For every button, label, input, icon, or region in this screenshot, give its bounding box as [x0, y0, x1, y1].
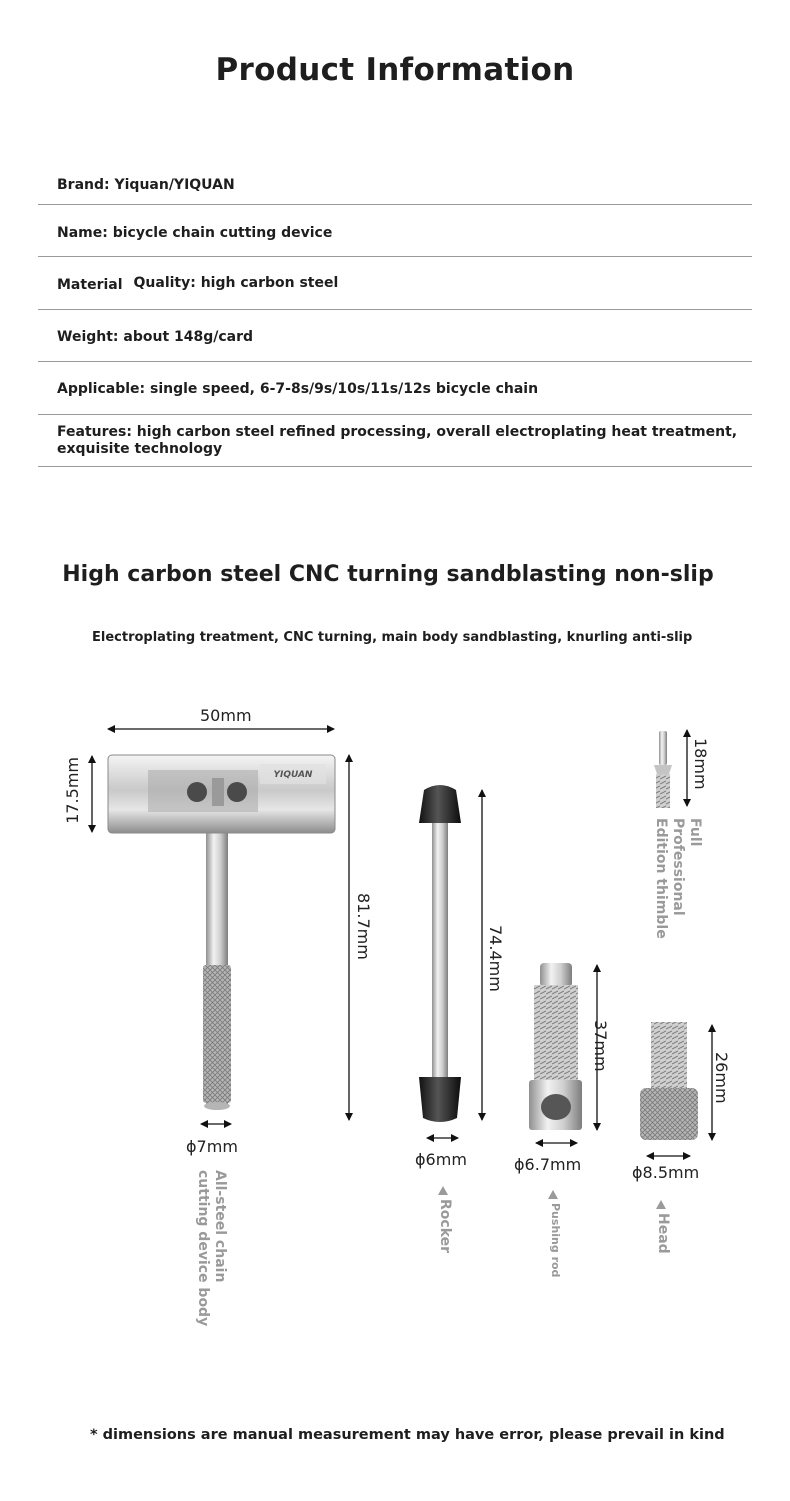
label-thimble: Full Professional Edition thimble — [653, 818, 703, 939]
spec-brand: Brand: Yiquan/YIQUAN — [57, 177, 235, 193]
pushing-rod-tip — [540, 963, 572, 987]
spec-row-weight — [38, 310, 752, 362]
spec-material-label: Material — [57, 277, 123, 293]
spec-weight: Weight: about 148g/card — [57, 329, 254, 345]
product-diagram — [0, 690, 790, 1420]
label-rocker: Rocker — [437, 1199, 453, 1254]
spec-row-features — [38, 415, 752, 467]
dim-rocker-diameter: ϕ6mm — [415, 1150, 467, 1169]
label-body: All-steel chain cutting device body — [195, 1170, 228, 1327]
rocker — [419, 785, 461, 1122]
dim-rocker-length: 74.4mm — [486, 925, 505, 992]
thimble-thread — [656, 774, 670, 808]
dim-body-height: 17.5mm — [63, 757, 82, 824]
head-knurl — [640, 1088, 698, 1140]
dim-body-diameter: ϕ7mm — [186, 1137, 238, 1156]
brand-mark: YIQUAN — [273, 770, 313, 780]
rocker-shaft — [432, 815, 448, 1080]
spec-name: Name: bicycle chain cutting device — [57, 225, 333, 241]
pointer-pushing-rod-icon — [548, 1190, 558, 1199]
section-description: Electroplating treatment, CNC turning, main body sandblasting, knurling anti-slip — [92, 630, 693, 645]
chain-tool-body — [108, 755, 335, 1115]
spec-material-value: Quality: high carbon steel — [133, 275, 339, 291]
rocker-cap-bottom — [419, 1077, 461, 1122]
pushing-rod — [529, 963, 582, 1130]
head-part — [640, 1022, 698, 1140]
spec-row-brand — [38, 168, 752, 205]
dim-body-length: 81.7mm — [354, 893, 373, 960]
pointer-rocker-icon — [438, 1186, 448, 1195]
pushing-rod-thread — [534, 985, 578, 1083]
dim-head-diameter: ϕ8.5mm — [632, 1163, 700, 1182]
spec-applicable: Applicable: single speed, 6-7-8s/9s/10s/11s/12s bicycle chain — [57, 381, 539, 397]
page-title: Product Information — [215, 52, 575, 88]
dim-thimble-length: 18mm — [691, 738, 710, 790]
thimble-pin — [659, 731, 667, 765]
pointer-head-icon — [656, 1200, 666, 1209]
spec-row-applicable — [38, 362, 752, 415]
disclaimer-note: * dimensions are manual measurement may have error, please prevail in kind — [90, 1427, 725, 1443]
spec-features-line1: Features: high carbon steel refined processing, overall electroplating heat treatment, — [57, 424, 738, 440]
dim-head-length: 26mm — [712, 1052, 731, 1104]
label-pushing-rod: Pushing rod — [549, 1203, 562, 1278]
dim-body-width: 50mm — [200, 706, 252, 725]
section-title: High carbon steel CNC turning sandblasting non-slip — [62, 562, 714, 587]
spec-features-line2: exquisite technology — [57, 441, 223, 457]
label-head: Head — [655, 1213, 671, 1254]
body-knurled-grip — [203, 965, 231, 1103]
thimble — [654, 731, 672, 808]
dim-pushing-rod-length: 37mm — [591, 1020, 610, 1072]
head-thread — [651, 1022, 687, 1092]
spec-row-name — [38, 205, 752, 257]
spec-row-material — [38, 257, 752, 310]
rocker-cap-top — [419, 785, 461, 823]
dim-pushing-rod-diameter: ϕ6.7mm — [514, 1155, 582, 1174]
